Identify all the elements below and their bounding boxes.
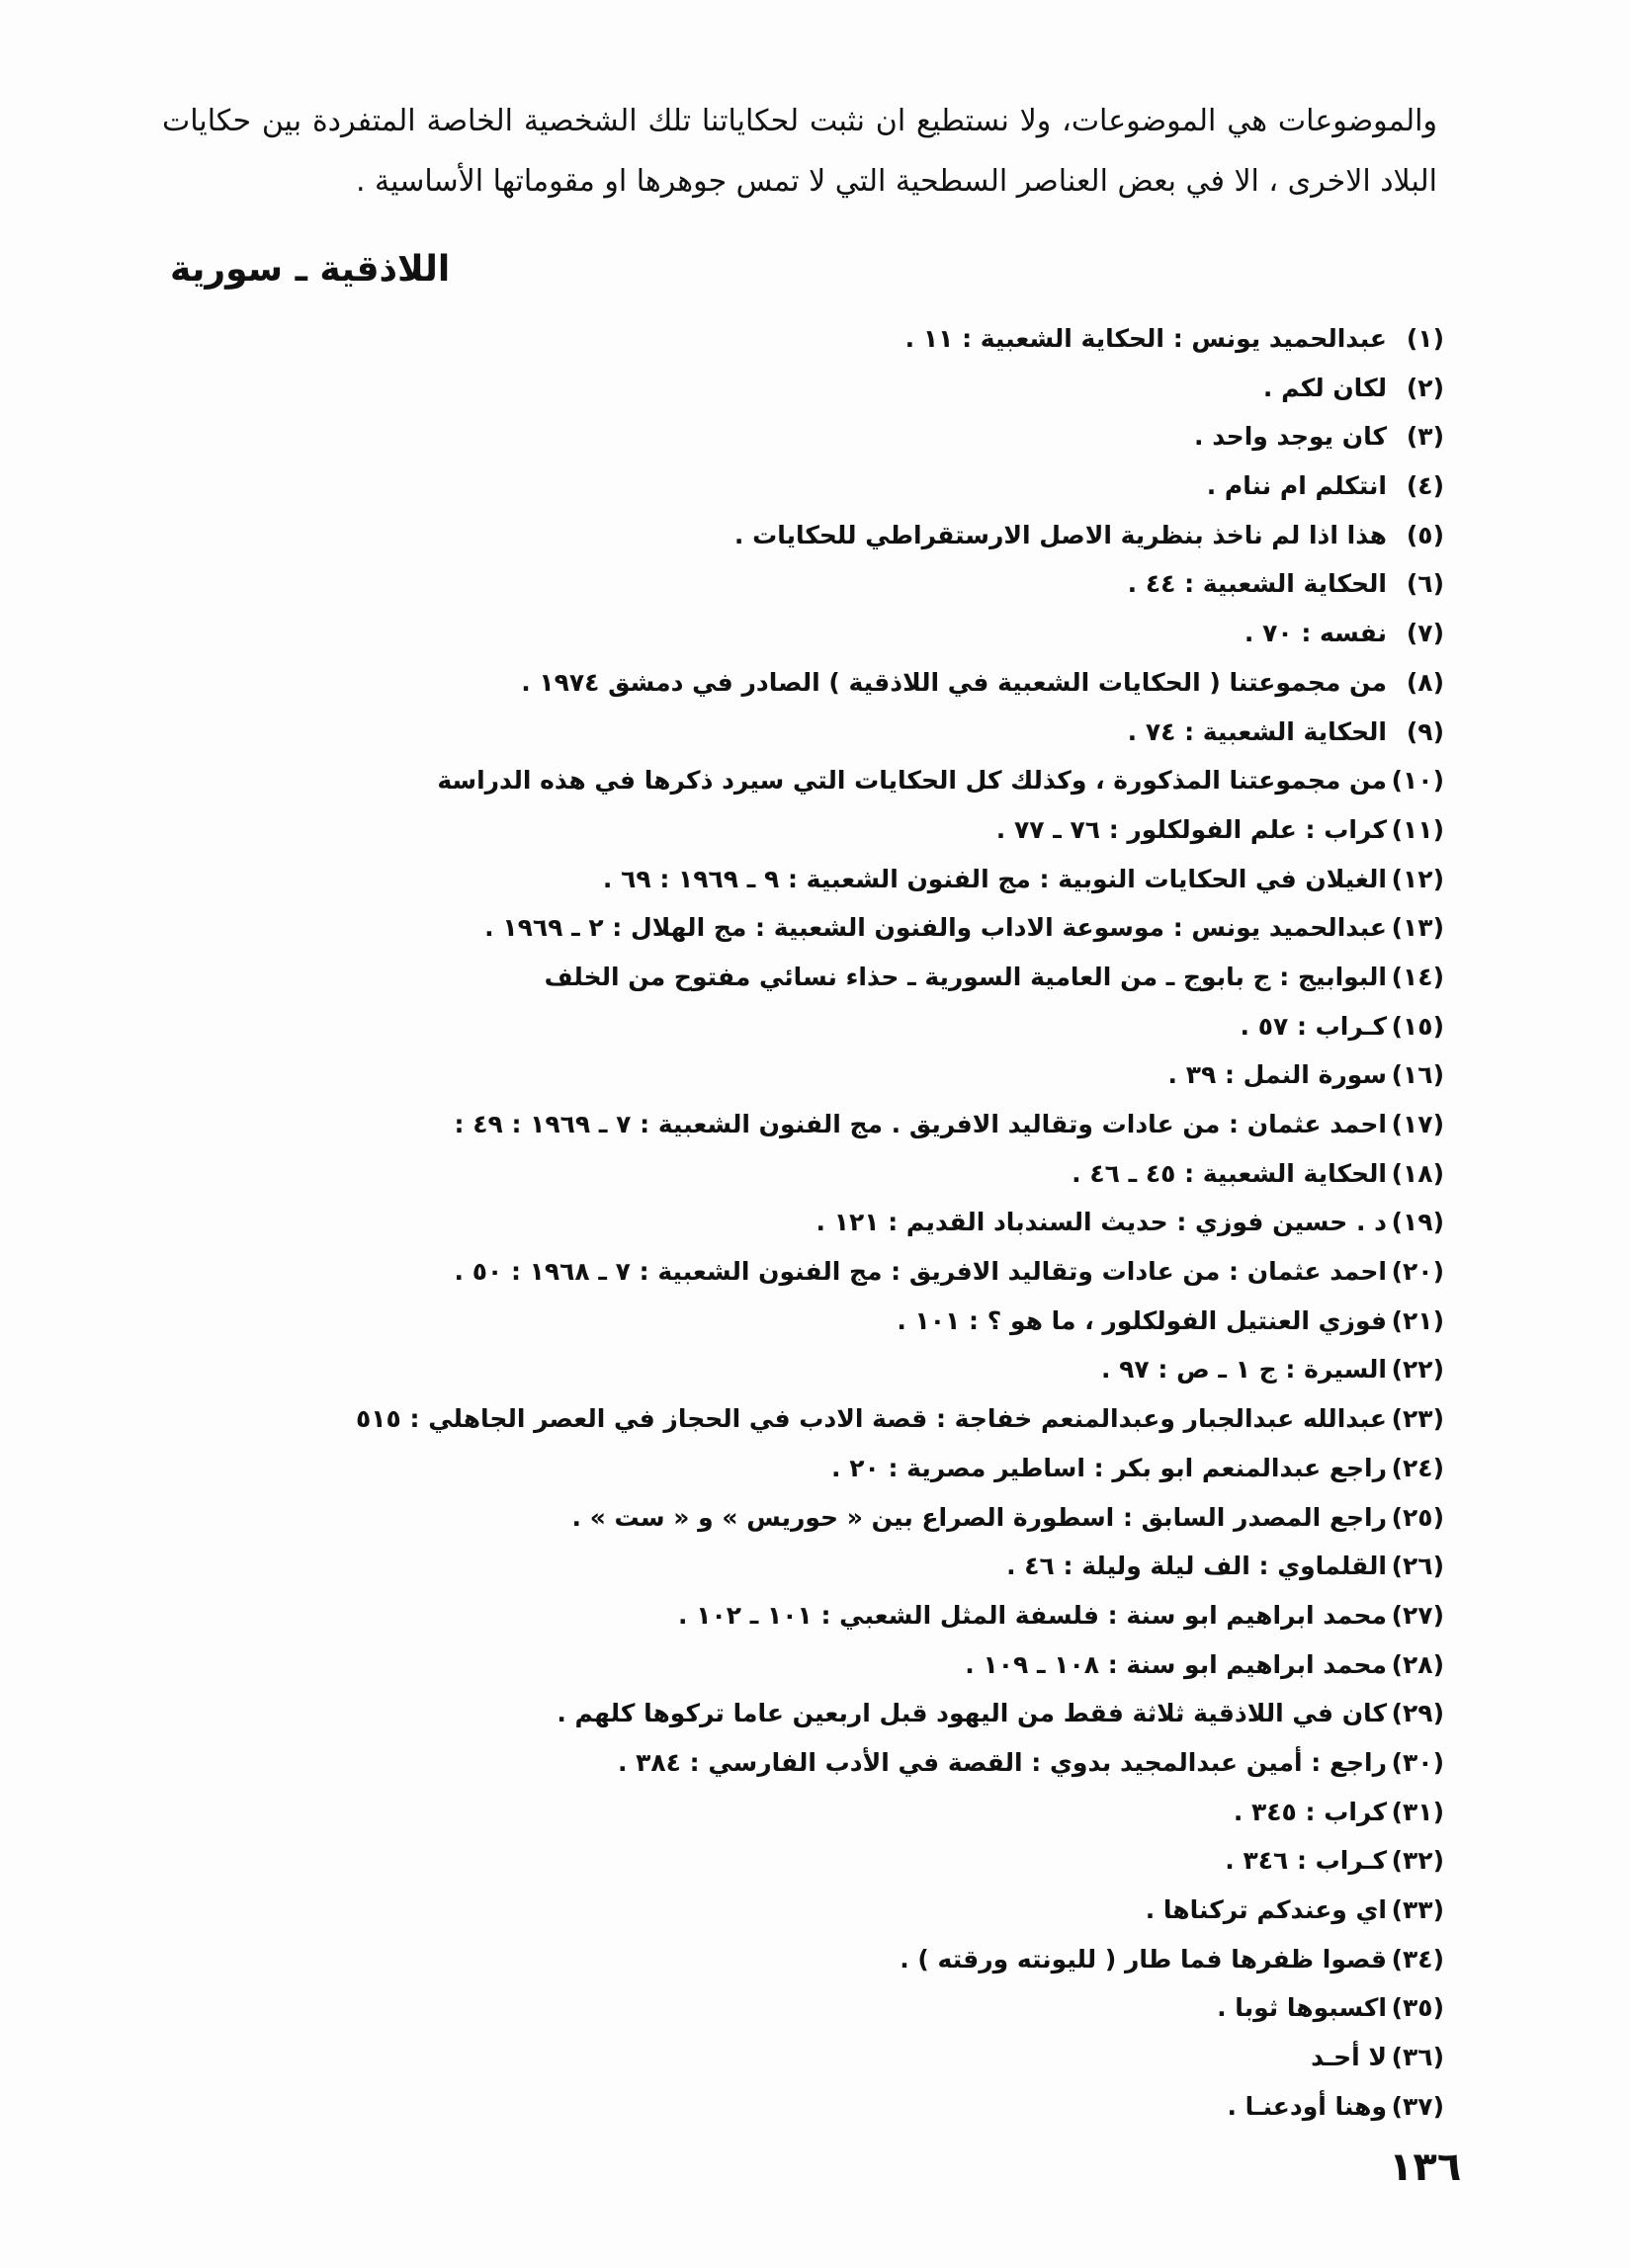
footnote-number: (٣٣) — [1391, 1895, 1444, 1924]
footnote-item — [356, 1394, 1444, 1444]
footnote-item — [356, 1640, 1444, 1690]
footnote-item — [356, 855, 1444, 904]
footnote-item — [356, 1493, 1444, 1543]
footnote-number: (٢١) — [1391, 1305, 1444, 1335]
footnote-item — [356, 364, 1444, 413]
footnote-number: (١٨) — [1391, 1158, 1444, 1188]
footnote-item — [356, 412, 1444, 462]
footnote-text: قصوا ظفرها فما طار ( لليونته ورقته ) . — [900, 1944, 1387, 1974]
footnote-number: (١٣) — [1391, 913, 1444, 943]
footnote-item — [356, 658, 1444, 708]
footnote-item — [356, 1836, 1444, 1886]
footnote-number: (١) — [1406, 324, 1444, 353]
footnote-item — [356, 708, 1444, 757]
footnote-number: (٢٢) — [1391, 1355, 1444, 1385]
footnote-item — [356, 1788, 1444, 1837]
footnote-number: (١٠) — [1391, 766, 1444, 796]
footnote-item — [356, 1444, 1444, 1493]
footnote-number: (٧) — [1406, 619, 1444, 648]
footnote-item — [356, 903, 1444, 953]
footnote-number: (٦) — [1406, 569, 1444, 599]
footnote-item — [356, 1886, 1444, 1935]
footnote-item — [356, 609, 1444, 658]
footnote-number: (١١) — [1391, 814, 1444, 844]
footnote-text: لكان لكم . — [1262, 373, 1387, 402]
footnote-number: (٢٥) — [1391, 1502, 1444, 1532]
footnote-text: الحكاية الشعبية : ٤٤ . — [1127, 569, 1387, 599]
footnote-item — [356, 805, 1444, 855]
footnote-text: من مجموعتنا المذكورة ، وكذلك كل الحكايات التي سيرد ذكرها في هذه الدراسة — [437, 766, 1387, 796]
footnote-text: كان يوجد واحد . — [1194, 422, 1387, 452]
footnote-text: اكسبوها ثوبا . — [1217, 1993, 1387, 2023]
footnote-number: (٩) — [1406, 716, 1444, 746]
footnote-text: محمد ابراهيم ابو سنة : ١٠٨ ـ ١٠٩ . — [965, 1649, 1387, 1679]
footnote-text: راجع : أمين عبدالمجيد بدوي : القصة في الأدب الفارسي : ٣٨٤ . — [617, 1747, 1387, 1777]
footnote-item — [356, 1345, 1444, 1394]
footnote-text: انتكلم ام ننام . — [1206, 471, 1387, 501]
page-number: ١٣٦ — [1389, 2144, 1462, 2190]
footnote-text: د . حسين فوزي : حديث السندباد القديم : ١٢١ . — [815, 1208, 1387, 1237]
footnote-item — [356, 1738, 1444, 1788]
footnote-text: سورة النمل : ٣٩ . — [1167, 1060, 1387, 1090]
body-paragraph: والموضوعات هي الموضوعات، ولا نستطيع ان نثبت لحكاياتنا تلك الشخصية الخاصة المتفردة بين حكايات البلاد الاخرى ، الا في بعض العناصر السطحية التي لا تمس جوهرها او مقوماتها الأساسية . — [162, 104, 1437, 199]
footnote-item — [356, 511, 1444, 560]
footnote-text: السيرة : ج ١ ـ ص : ٩٧ . — [1100, 1355, 1387, 1385]
footnote-item — [356, 1542, 1444, 1591]
footnote-item — [356, 756, 1444, 805]
footnote-number: (٢٩) — [1391, 1699, 1444, 1728]
footnote-number: (٣٢) — [1391, 1846, 1444, 1876]
footnote-text: كراب : ٣٤٥ . — [1233, 1797, 1387, 1826]
footnote-text: احمد عثمان : من عادات وتقاليد الافريق : مج الفنون الشعبية : ٧ ـ ١٩٦٨ : ٥٠ . — [454, 1257, 1387, 1287]
footnote-text: راجع عبدالمنعم ابو بكر : اساطير مصرية : ٢٠ . — [831, 1453, 1387, 1482]
footnote-number: (٨) — [1406, 667, 1444, 697]
footnote-number: (٤) — [1406, 471, 1444, 501]
footnote-number: (٢٨) — [1391, 1649, 1444, 1679]
footnote-number: (٣٠) — [1391, 1747, 1444, 1777]
footnote-item — [356, 1149, 1444, 1199]
footnote-text: البوابيج : ج بابوج ـ من العامية السورية ـ حذاء نسائي مفتوح من الخلف — [544, 962, 1387, 991]
footnote-item — [356, 1050, 1444, 1100]
footnotes-list — [356, 314, 1444, 2131]
footnote-number: (٣١) — [1391, 1797, 1444, 1826]
footnote-text: راجع المصدر السابق : اسطورة الصراع بين « حوريس » و « ست » . — [571, 1502, 1387, 1532]
footnote-number: (٢٣) — [1391, 1404, 1444, 1434]
footnote-item — [356, 1247, 1444, 1297]
footnote-number: (٢٦) — [1391, 1552, 1444, 1581]
footnote-text: نفسه : ٧٠ . — [1244, 619, 1387, 648]
footnote-number: (٣٤) — [1391, 1944, 1444, 1974]
footnote-number: (٥) — [1406, 520, 1444, 549]
footnote-text: كان في اللاذقية ثلاثة فقط من اليهود قبل اربعين عاما تركوها كلهم . — [557, 1699, 1387, 1728]
footnote-number: (٣٧) — [1391, 2091, 1444, 2121]
footnote-number: (٣) — [1406, 422, 1444, 452]
footnote-text: فوزي العنتيل الفولكلور ، ما هو ؟ : ١٠١ . — [897, 1305, 1387, 1335]
footnote-number: (٢٧) — [1391, 1600, 1444, 1630]
footnote-text: عبدالله عبدالجبار وعبدالمنعم خفاجة : قصة الادب في الحجاز في العصر الجاهلي : ٥١٥ — [356, 1404, 1387, 1434]
footnote-text: وهنا أودعنـا . — [1227, 2091, 1387, 2121]
footnote-number: (١٢) — [1391, 864, 1444, 893]
footnote-text: كـراب : ٣٤٦ . — [1225, 1846, 1387, 1876]
footnote-item — [356, 953, 1444, 1002]
footnote-item — [356, 1591, 1444, 1640]
footnote-item — [356, 314, 1444, 364]
footnote-item — [356, 1100, 1444, 1149]
footnote-number: (٢) — [1406, 373, 1444, 402]
footnote-number: (١٦) — [1391, 1060, 1444, 1090]
footnote-number: (١٤) — [1391, 962, 1444, 991]
footnote-text: عبدالحميد يونس : موسوعة الاداب والفنون الشعبية : مج الهلال : ٢ ـ ١٩٦٩ . — [484, 913, 1387, 943]
footnote-number: (١٥) — [1391, 1011, 1444, 1041]
footnote-text: احمد عثمان : من عادات وتقاليد الافريق . مج الفنون الشعبية : ٧ ـ ١٩٦٩ : ٤٩ : — [454, 1110, 1387, 1138]
footnote-text: من مجموعتنا ( الحكايات الشعبية في اللاذقية ) الصادر في دمشق ١٩٧٤ . — [521, 667, 1387, 697]
footnote-text: كـراب : ٥٧ . — [1240, 1011, 1387, 1041]
footnote-number: (٢٠) — [1391, 1257, 1444, 1287]
footnote-number: (٢٤) — [1391, 1453, 1444, 1482]
footnote-item — [356, 1297, 1444, 1346]
footnote-text: القلماوي : الف ليلة وليلة : ٤٦ . — [1006, 1552, 1387, 1581]
footnote-item — [356, 1983, 1444, 2033]
footnote-item — [356, 2033, 1444, 2082]
footnote-item — [356, 1002, 1444, 1051]
section-heading: اللاذقية ـ سورية — [170, 249, 451, 290]
footnote-number: (٣٥) — [1391, 1993, 1444, 2023]
footnote-text: لا أحـد — [1311, 2043, 1387, 2072]
footnote-number: (١٩) — [1391, 1208, 1444, 1237]
footnote-number: (١٧) — [1391, 1110, 1444, 1138]
footnote-number: (٣٦) — [1391, 2043, 1444, 2072]
footnote-text: كراب : علم الفولكلور : ٧٦ ـ ٧٧ . — [995, 814, 1387, 844]
footnote-item — [356, 1198, 1444, 1247]
footnote-item — [356, 2082, 1444, 2132]
footnote-text: الحكاية الشعبية : ٤٥ ـ ٤٦ . — [1072, 1158, 1387, 1188]
footnote-text: اي وعندكم تركناها . — [1145, 1895, 1387, 1924]
footnote-item — [356, 559, 1444, 609]
footnote-text: الغيلان في الحكايات النوبية : مج الفنون الشعبية : ٩ ـ ١٩٦٩ : ٦٩ . — [602, 864, 1387, 893]
footnote-text: هذا اذا لم ناخذ بنظرية الاصل الارستقراطي للحكايات . — [733, 520, 1387, 549]
footnote-text: الحكاية الشعبية : ٧٤ . — [1127, 716, 1387, 746]
footnote-item — [356, 462, 1444, 511]
footnote-text: عبدالحميد يونس : الحكاية الشعبية : ١١ . — [904, 324, 1387, 353]
footnote-item — [356, 1689, 1444, 1738]
footnote-item — [356, 1935, 1444, 1984]
footnote-text: محمد ابراهيم ابو سنة : فلسفة المثل الشعبي : ١٠١ ـ ١٠٢ . — [678, 1600, 1387, 1630]
